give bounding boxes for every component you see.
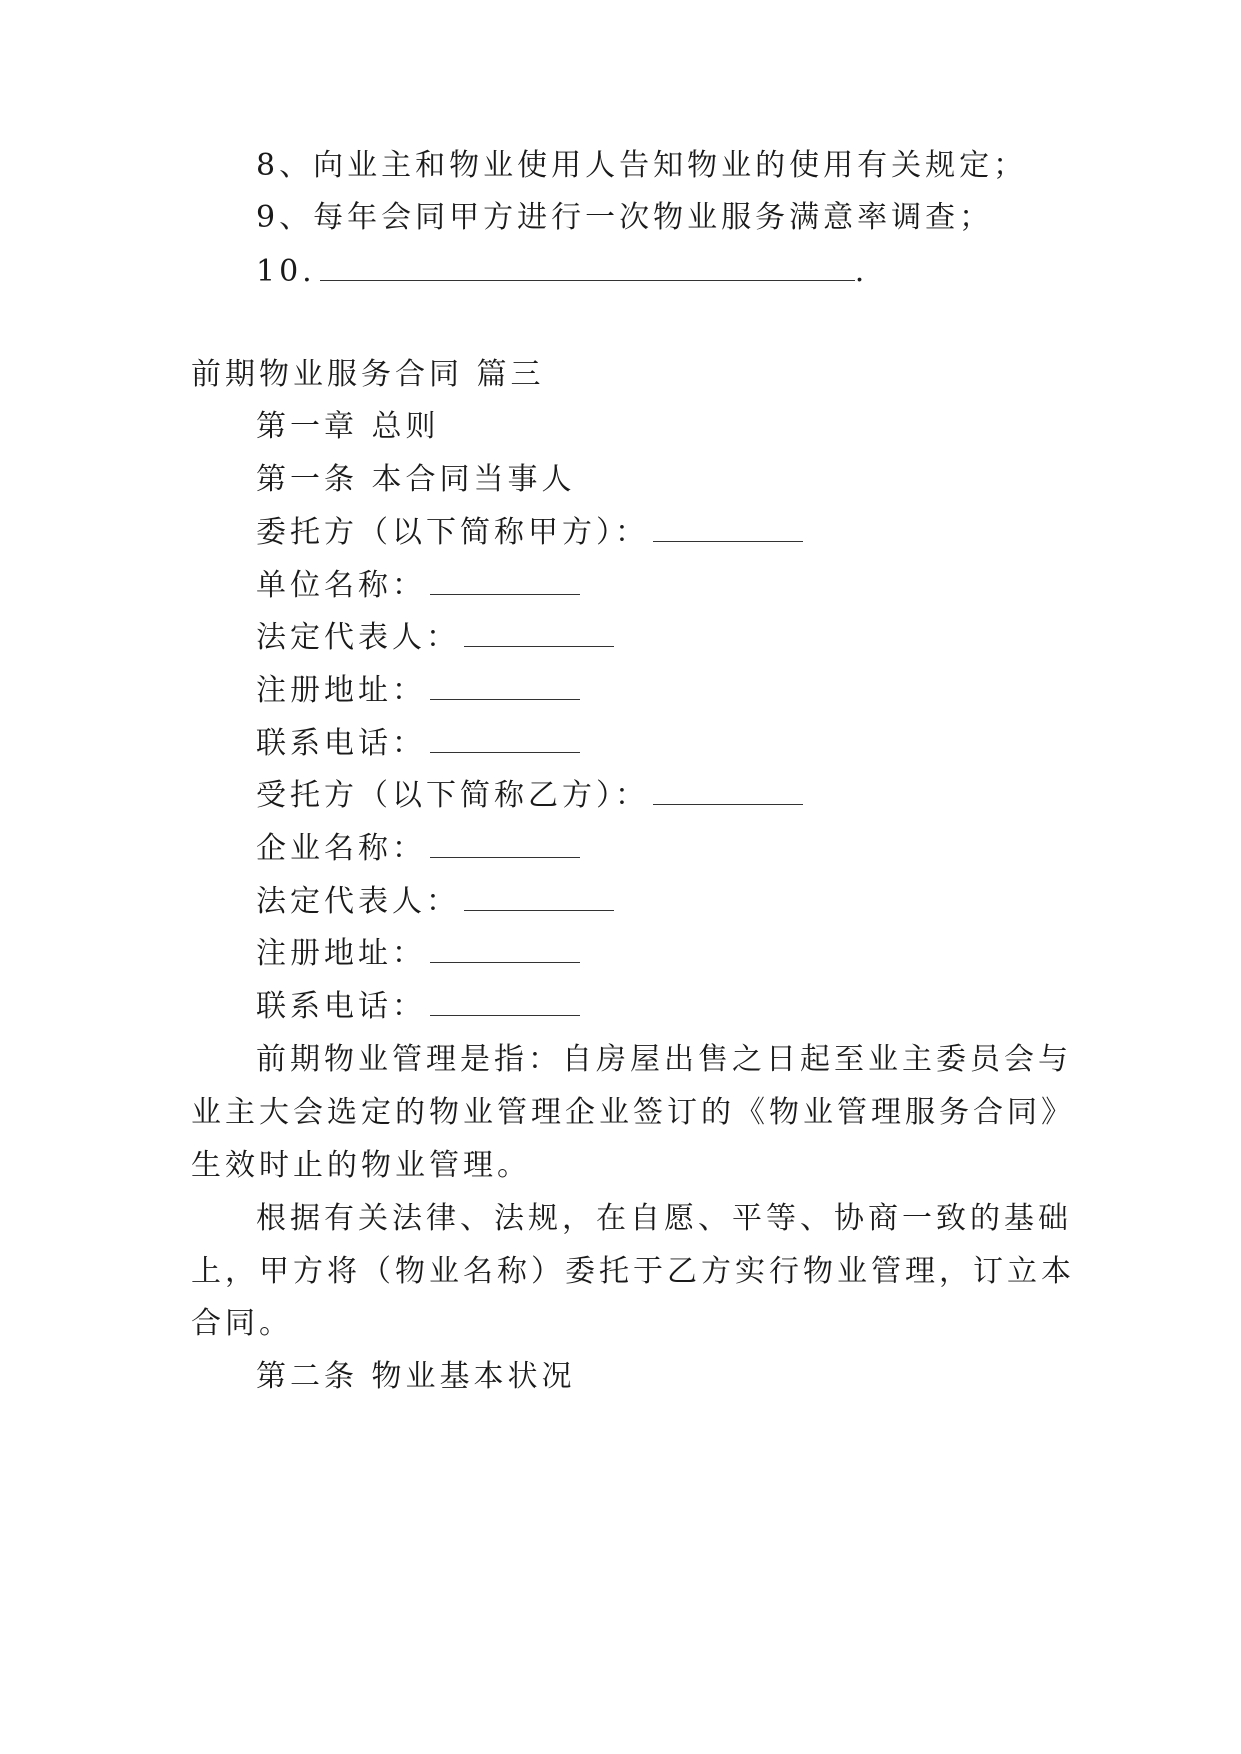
article-heading-1-text: 第一条 本合同当事人 — [256, 462, 576, 497]
party-a-address-label: 注册地址： — [256, 673, 426, 708]
paragraph-definition-text-2: 业主大会选定的物业管理企业签订的《物业管理服务合同》 — [191, 1095, 1075, 1130]
chapter-heading-text: 第一章 总则 — [256, 409, 440, 444]
party-b-address-blank — [430, 936, 580, 963]
party-a-label: 委托方（以下简称甲方）： — [256, 515, 649, 550]
item-9 — [256, 198, 993, 238]
paragraph-definition-line-3 — [191, 1146, 531, 1186]
fill-blank-long — [320, 254, 855, 281]
party-b-label: 受托方（以下简称乙方）： — [256, 778, 649, 813]
party-a-address-line — [256, 671, 580, 711]
article-heading-2-text: 第二条 物业基本状况 — [256, 1359, 576, 1394]
party-a-representative-label: 法定代表人： — [256, 620, 460, 655]
party-a-blank — [653, 515, 803, 542]
paragraph-basis-line-3 — [191, 1304, 293, 1344]
party-b-phone-line — [256, 987, 580, 1027]
paragraph-basis-line-1 — [256, 1199, 1072, 1239]
party-b-blank — [653, 778, 803, 805]
party-b-representative-line — [256, 882, 614, 922]
item-10 — [256, 252, 868, 292]
party-a-representative-blank — [464, 620, 614, 647]
party-a-phone-blank — [430, 726, 580, 753]
party-b-phone-label: 联系电话： — [256, 989, 426, 1024]
section-title-text: 前期物业服务合同 篇三 — [191, 357, 545, 392]
party-a-phone-line — [256, 724, 580, 764]
paragraph-definition-text-1: 前期物业管理是指：自房屋出售之日起至业主委员会与 — [256, 1042, 1072, 1077]
paragraph-basis-text-1: 根据有关法律、法规，在自愿、平等、协商一致的基础 — [256, 1201, 1072, 1236]
paragraph-basis-text-3: 合同。 — [191, 1306, 293, 1341]
party-b-address-label: 注册地址： — [256, 936, 426, 971]
party-a-unit-name-line — [256, 566, 580, 606]
party-b-phone-blank — [430, 989, 580, 1016]
party-b-company-name-line — [256, 829, 580, 869]
party-a-unit-name-label: 单位名称： — [256, 568, 426, 603]
paragraph-definition-line-1 — [256, 1040, 1072, 1080]
item-9-text: 9、每年会同甲方进行一次物业服务满意率调查； — [256, 200, 994, 235]
party-a-address-blank — [430, 673, 580, 700]
item-10-period: . — [854, 254, 869, 289]
party-a-line — [256, 513, 803, 553]
item-8 — [256, 146, 1027, 186]
item-10-number: 10. — [256, 254, 316, 289]
item-8-text: 8、向业主和物业使用人告知物业的使用有关规定； — [256, 148, 1028, 183]
article-heading-1 — [256, 460, 576, 500]
paragraph-definition-line-2 — [191, 1093, 1075, 1133]
paragraph-basis-text-2: 上，甲方将（物业名称）委托于乙方实行物业管理，订立本 — [191, 1254, 1075, 1289]
party-b-line — [256, 776, 803, 816]
party-b-company-name-blank — [430, 831, 580, 858]
party-b-representative-label: 法定代表人： — [256, 884, 460, 919]
paragraph-basis-line-2 — [191, 1252, 1075, 1292]
party-a-unit-name-blank — [430, 568, 580, 595]
chapter-heading — [256, 407, 440, 447]
section-title — [191, 355, 545, 395]
paragraph-definition-text-3: 生效时止的物业管理。 — [191, 1148, 531, 1183]
party-a-phone-label: 联系电话： — [256, 726, 426, 761]
party-b-address-line — [256, 934, 580, 974]
party-b-company-name-label: 企业名称： — [256, 831, 426, 866]
party-a-representative-line — [256, 618, 614, 658]
article-heading-2 — [256, 1357, 576, 1397]
party-b-representative-blank — [464, 884, 614, 911]
